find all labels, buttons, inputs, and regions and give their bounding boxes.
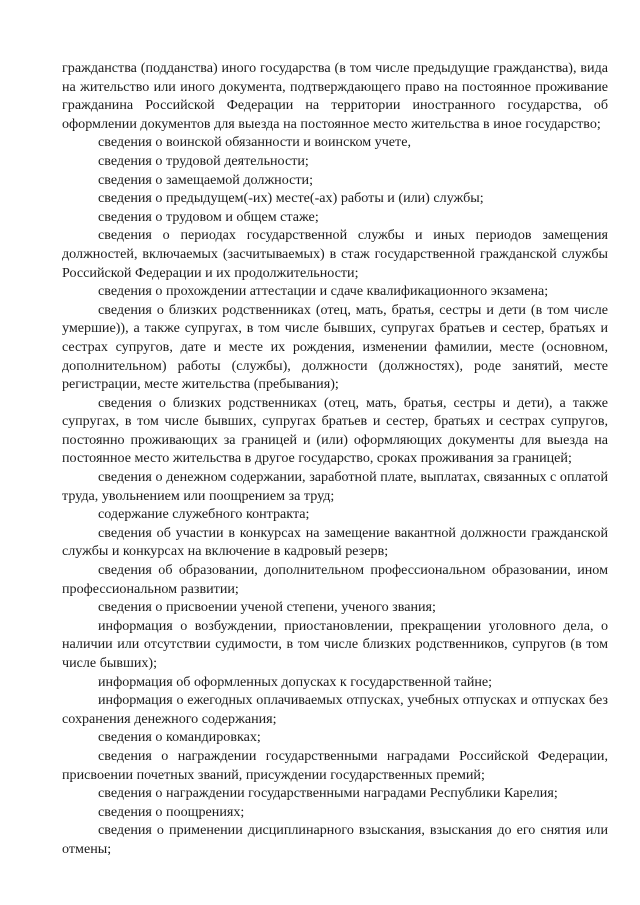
paragraph-disciplinary: сведения о применении дисциплинарного взыскания, взыскания до его снятия или отмены;	[62, 822, 608, 857]
paragraph-relatives-abroad: сведения о близких родственниках (отец, мать, братья, сестры и дети), а также супругах, в том числе бывших, супругах братьев и сестер, братьях и сестрах супругов, постоянно проживающих за границей и (или) оформляющих документы для выезда на постоянное место жительства в другое государство, сроках проживания за границей;	[62, 394, 608, 467]
paragraph-vacations: информация о ежегодных оплачиваемых отпусках, учебных отпусках и отпусках без сохранения денежного содержания;	[62, 692, 608, 727]
paragraph-continuation: гражданства (подданства) иного государства (в том числе предыдущие гражданства), вида на жительство или иного документа, подтверждающего право на постоянное проживание гражданина Российской Федерации на территории иностранного государства, об оформлении документов для выезда на постоянное место жительства в иное государство;	[62, 60, 608, 132]
paragraph-education: сведения об образовании, дополнительном профессиональном образовании, ином профессиональном развитии;	[62, 562, 608, 597]
paragraph-work-experience: сведения о трудовом и общем стаже;	[98, 208, 319, 225]
paragraph-work-activity: сведения о трудовой деятельности;	[98, 152, 309, 169]
paragraph-military-registration: сведения о воинской обязанности и воинском учете,	[98, 134, 412, 151]
paragraph-service-periods: сведения о периодах государственной службы и иных периодов замещения должностей, включаемых (засчитываемых) в стаж государственной гражданской службы Российской Федерации и их продолжительности;	[62, 227, 608, 281]
paragraph-attestation: сведения о прохождении аттестации и сдаче квалификационного экзамена;	[98, 283, 549, 300]
paragraph-federal-awards: сведения о награждении государственными наградами Российской Федерации, присвоении почетных званий, присуждении государственных премий;	[62, 747, 608, 783]
paragraph-previous-jobs: сведения о предыдущем(-их) месте(-ах) работы и (или) службы;	[98, 190, 484, 207]
paragraph-business-trips: сведения о командировках;	[98, 729, 261, 746]
paragraph-karelia-awards: сведения о награждении государственными наградами Республики Карелия;	[98, 785, 558, 802]
paragraph-current-position: сведения о замещаемой должности;	[98, 171, 313, 188]
paragraph-relatives: сведения о близких родственниках (отец, мать, братья, сестры и дети (в том числе умершие)), а также супругах, в том числе бывших, супругах братьев и сестер, братьях и сестрах супругов, дате и месте их рождения, изменении фамилии, месте (основном, дополнительном) работы (службы), должности (должностях), роде занятий, месте регистрации, месте жительства (пребывания);	[62, 301, 608, 393]
paragraph-state-secret-access: информация об оформленных допусках к государственной тайне;	[98, 673, 493, 690]
paragraph-academic-degree: сведения о присвоении ученой степени, ученого звания;	[98, 599, 436, 616]
paragraph-criminal-case: информация о возбуждении, приостановлении, прекращении уголовного дела, о наличии или отсутствии судимости, в том числе близких родственников, супругов (в том числе бывших);	[62, 617, 608, 671]
paragraph-incentives: сведения о поощрениях;	[98, 803, 245, 820]
paragraph-competitions: сведения об участии в конкурсах на замещение вакантной должности гражданской службы и конкурсах на включение в кадровый резерв;	[62, 524, 608, 560]
paragraph-service-contract: содержание служебного контракта;	[98, 506, 310, 523]
paragraph-salary: сведения о денежном содержании, заработной плате, выплатах, связанных с оплатой труда, увольнением или поощрением за труд;	[62, 469, 608, 504]
